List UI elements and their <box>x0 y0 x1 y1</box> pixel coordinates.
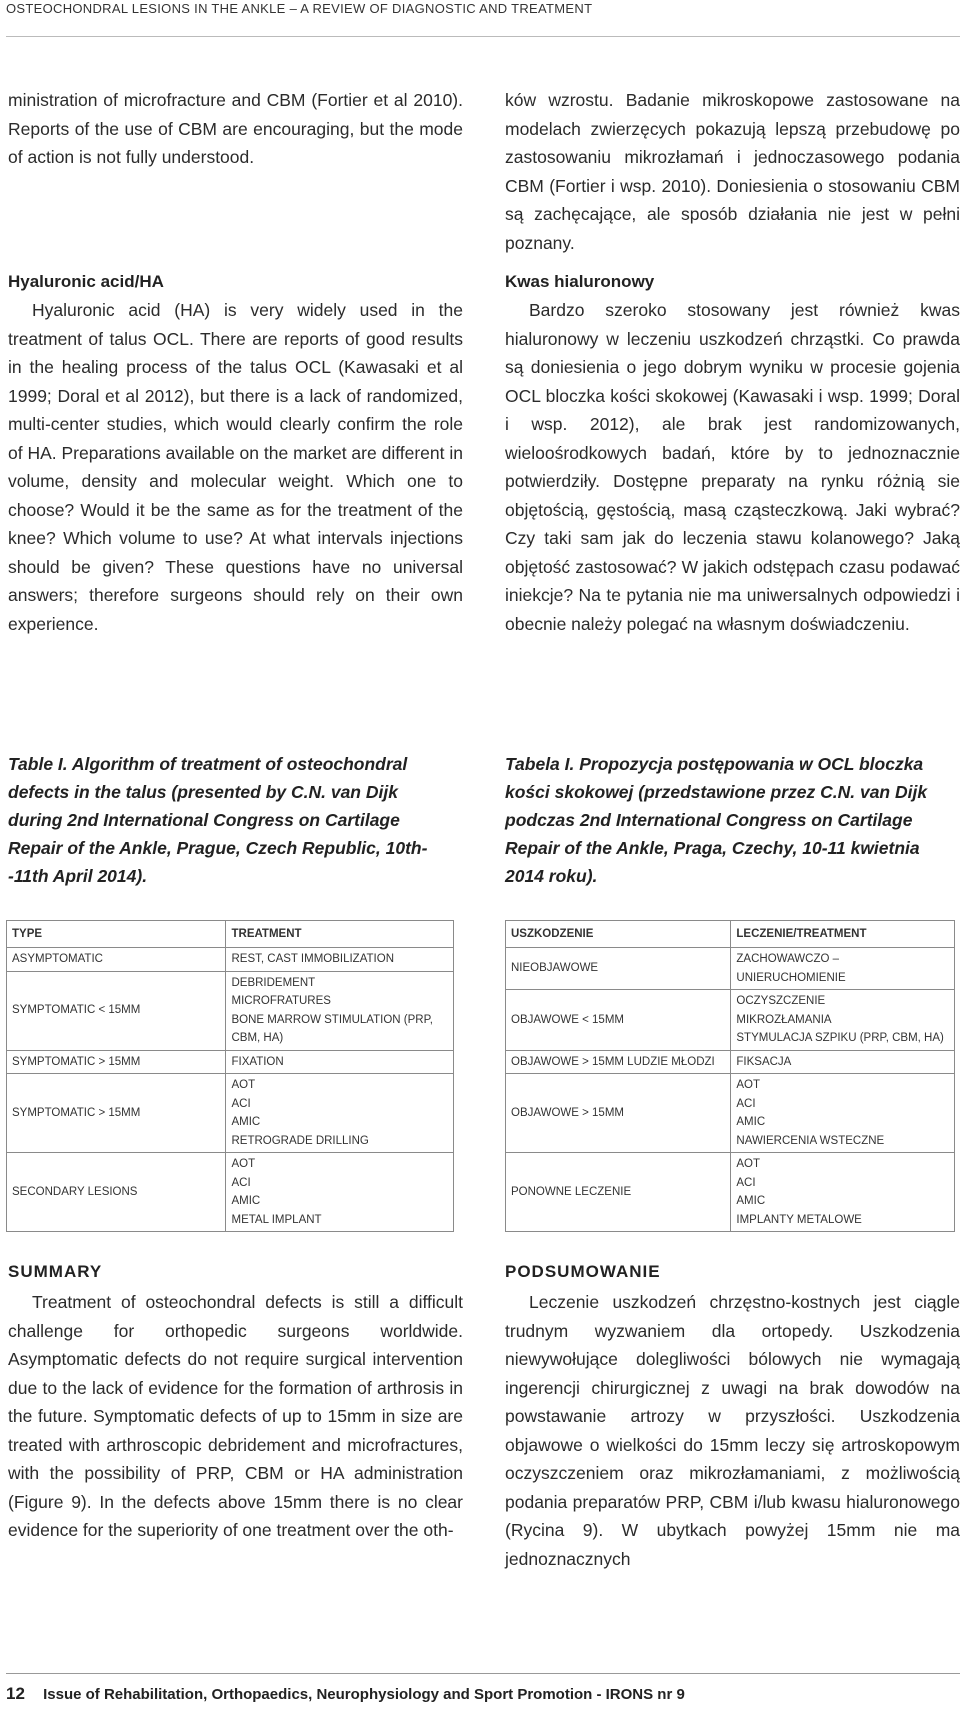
footer-divider <box>6 1673 960 1674</box>
treatment-cell <box>731 1050 955 1074</box>
intro-en-text: ministration of microfracture and CBM (Fortier et al 2010). Reports of the use of CBM are encouraging, but the mode of action is not fully understood. <box>8 90 463 167</box>
treatment-line: AOT <box>231 1158 256 1170</box>
intro-pl <box>505 86 960 257</box>
treatment-line: ZACHOWAWCZO – UNIERUCHOMIENIE <box>736 953 846 984</box>
treatment-line: MICROFRATURES <box>231 995 331 1007</box>
ha-pl-text: Bardzo szeroko stosowany jest również kwas hialuronowy w leczeniu uszkodzeń chrząstki. Co prawda są doniesienia o jego dobrym wyniku w procesie gojenia OCL bloczka kości skokowej (Kawasaki i wsp. 1999; Doral i wsp. 2012), ale brak jest randomizowanych, wieloośrodkowych badań, które by to jednoznacznie potwierdziły. Dostępne preparaty na rynku różnią sie objętością, gęstością, masą cząsteczkową. Jaki wybrać? Czy taki sam jak do leczenia stawu kolanowego? Jaką objętość zastosować? W jakich odstępach czasu podawać iniekcje? Na te pytania nie ma uniwersalnych odpowiedzi i obecnie należy polegać na własnym doświadczeniu. <box>505 300 960 634</box>
caption-line: Repair of the Ankle, Prague, Czech Republic, 10th- <box>8 838 428 858</box>
column-header-treatment: LECZENIE/TREATMENT <box>731 921 955 948</box>
summary-en-text: Treatment of osteochondral defects is still a difficult challenge for orthopedic surgeons worldwide. Asymptomatic defects do not require surgical intervention due to the lack of evidence for the formation of arthrosis in the future. Symptomatic defects of up to 15mm in size are treated with arthroscopic debridement and microfractures, with the possibility of PRP, CBM or HA administration (Figure 9). In the defects above 15mm there is no clear evidence for the superiority of one treatment over the oth- <box>8 1292 463 1540</box>
summary-pl <box>505 1288 960 1573</box>
header-divider <box>6 36 960 37</box>
treatment-line: AMIC <box>736 1195 766 1207</box>
treatment-line: IMPLANTY METALOWE <box>736 1213 862 1226</box>
treatment-line: REST, CAST IMMOBILIZATION <box>231 953 394 965</box>
treatment-line: STYMULACJA SZPIKU (PRP, CBM, HA) <box>736 1032 944 1044</box>
journal-name: Issue of Rehabilitation, Orthopaedics, Neurophysiology and Sport Promotion - IRONS nr 9 <box>43 1686 685 1703</box>
table-row <box>7 1153 454 1232</box>
table-row <box>506 1153 955 1232</box>
treatment-cell <box>226 948 454 972</box>
type-cell: NIEOBJAWOWE <box>506 948 731 990</box>
treatment-line: CBM, HA) <box>231 1032 284 1044</box>
type-cell: OBJAWOWE > 15MM <box>506 1074 731 1153</box>
treatment-line: NAWIERCENIA WSTECZNE <box>736 1134 885 1147</box>
type-cell: SECONDARY LESIONS <box>7 1153 226 1232</box>
treatment-line: ACI <box>736 1097 756 1110</box>
running-head <box>6 0 960 34</box>
treatment-cell <box>226 1153 454 1232</box>
treatment-cell <box>731 1153 955 1232</box>
table-row <box>7 971 454 1050</box>
summary-heading-en: SUMMARY <box>8 1262 103 1281</box>
ha-heading-en: Hyaluronic acid/HA <box>8 272 164 291</box>
summary-heading-pl: PODSUMOWANIE <box>505 1262 661 1281</box>
caption-line: -11th April 2014). <box>8 866 148 886</box>
table-row <box>7 1074 454 1153</box>
page-number: 12 <box>6 1684 25 1703</box>
treatment-line: AOT <box>736 1079 761 1091</box>
treatment-line: AMIC <box>231 1195 261 1207</box>
column-header-type: TYPE <box>7 921 226 948</box>
caption-line: defects in the talus (presented by C.N. van Dijk <box>8 782 398 802</box>
table-header-row <box>506 921 955 948</box>
table-row <box>506 990 955 1051</box>
running-head-text: OSTEOCHONDRAL LESIONS IN THE ANKLE – A REVIEW OF DIAGNOSTIC AND TREATMENT <box>6 1 593 16</box>
type-cell: SYMPTOMATIC > 15MM <box>7 1050 226 1074</box>
type-cell: OBJAWOWE > 15MM LUDZIE MŁODZI <box>506 1050 731 1074</box>
intro-pl-text: ków wzrostu. Badanie mikroskopowe zastosowane na modelach zwierzęcych pokazują lepszą przebudowę po zastosowaniu mikrozłamań i jednoczasowego podania CBM (Fortier i wsp. 2010). Doniesienia o stosowaniu CBM są zachęcające, ale sposób działania nie jest w pełni poznany. <box>505 90 960 253</box>
type-cell: PONOWNE LECZENIE <box>506 1153 731 1232</box>
type-cell: OBJAWOWE < 15MM <box>506 990 731 1051</box>
treatment-cell <box>226 1074 454 1153</box>
caption-line: Repair of the Ankle, Praga, Czechy, 10-11 kwietnia <box>505 838 920 858</box>
treatment-line: FIXATION <box>231 1055 284 1068</box>
table-row <box>7 1050 454 1074</box>
treatment-line: FIKSACJA <box>736 1055 792 1068</box>
treatment-cell <box>731 990 955 1051</box>
treatment-table-en <box>6 920 454 1232</box>
treatment-line: MIKROZŁAMANIA <box>736 1013 832 1026</box>
intro-en <box>8 86 463 172</box>
treatment-line: AOT <box>231 1079 256 1091</box>
footer <box>6 1684 685 1704</box>
treatment-line: AOT <box>736 1158 761 1170</box>
caption-line: podczas 2nd International Congress on Cartilage <box>505 810 913 830</box>
treatment-line: ACI <box>231 1176 251 1189</box>
caption-line: Tabela I. Propozycja postępowania w OCL bloczka <box>505 754 924 774</box>
treatment-line: AMIC <box>736 1116 766 1128</box>
ha-en-text: Hyaluronic acid (HA) is very widely used in the treatment of talus OCL. There are reports of good results in the healing process of the talus OCL (Kawasaki et al 1999; Doral et al 2012), but there is a lack of randomized, multi-center studies, which would clearly confirm the role of HA. Preparations available on the market are different in volume, density and molecular weight. Which one to choose? Would it be the same as for the treatment of the knee? Which volume to use? At what intervals injections should be given? These questions have no universal answers; therefore surgeons should rely on their own experience. <box>8 300 463 634</box>
treatment-line: DEBRIDEMENT <box>231 976 316 989</box>
treatment-line: BONE MARROW STIMULATION (PRP, <box>231 1013 433 1026</box>
treatment-line: ACI <box>736 1176 756 1189</box>
table-header-row <box>7 921 454 948</box>
treatment-cell <box>731 1074 955 1153</box>
caption-line: 2014 roku). <box>505 866 598 886</box>
treatment-line: AMIC <box>231 1116 261 1128</box>
caption-line: during 2nd International Congress on Cartilage <box>8 810 400 830</box>
treatment-line: OCZYSZCZENIE <box>736 995 826 1007</box>
summary-pl-text: Leczenie uszkodzeń chrzęstno-kostnych jest ciągle trudnym wyzwaniem dla ortopedy. Uszkodzenia niewywołujące dolegliwości bólowych nie wymagają ingerencji chirurgicznej z uwagi na brak dowodów na powstawanie artrozy w przyszłości. Uszkodzenia objawowe o wielkości do 15mm leczy się artroskopowym oczyszczeniem oraz mikrozłamaniami, z możliwością podania preparatów PRP, CBM i/lub kwasu hialuronowego (Rycina 9). W ubytkach powyżej 15mm nie ma jednoznacznych <box>505 1292 960 1569</box>
treatment-line: ACI <box>231 1097 251 1110</box>
caption-line: kości skokowej (przedstawione przez C.N. van Dijk <box>505 782 928 802</box>
table-caption-pl <box>505 750 927 890</box>
ha-heading-pl: Kwas hialuronowy <box>505 272 655 291</box>
summary-en <box>8 1288 463 1545</box>
table-row <box>506 1074 955 1153</box>
ha-pl <box>505 296 960 638</box>
table-row <box>506 1050 955 1074</box>
treatment-table-pl <box>505 920 955 1232</box>
ha-en <box>8 296 463 638</box>
treatment-line: METAL IMPLANT <box>231 1213 322 1226</box>
type-cell: SYMPTOMATIC < 15MM <box>7 971 226 1050</box>
treatment-line: RETROGRADE DRILLING <box>231 1134 369 1147</box>
column-header-type: USZKODZENIE <box>506 921 731 948</box>
table-row <box>506 948 955 990</box>
table-row <box>7 948 454 972</box>
column-header-treatment: TREATMENT <box>226 921 454 948</box>
treatment-cell <box>226 1050 454 1074</box>
treatment-cell <box>226 971 454 1050</box>
caption-line: Table I. Algorithm of treatment of osteochondral <box>8 754 408 774</box>
type-cell: ASYMPTOMATIC <box>7 948 226 972</box>
treatment-cell <box>731 948 955 990</box>
type-cell: SYMPTOMATIC > 15MM <box>7 1074 226 1153</box>
table-caption-en <box>8 750 427 890</box>
